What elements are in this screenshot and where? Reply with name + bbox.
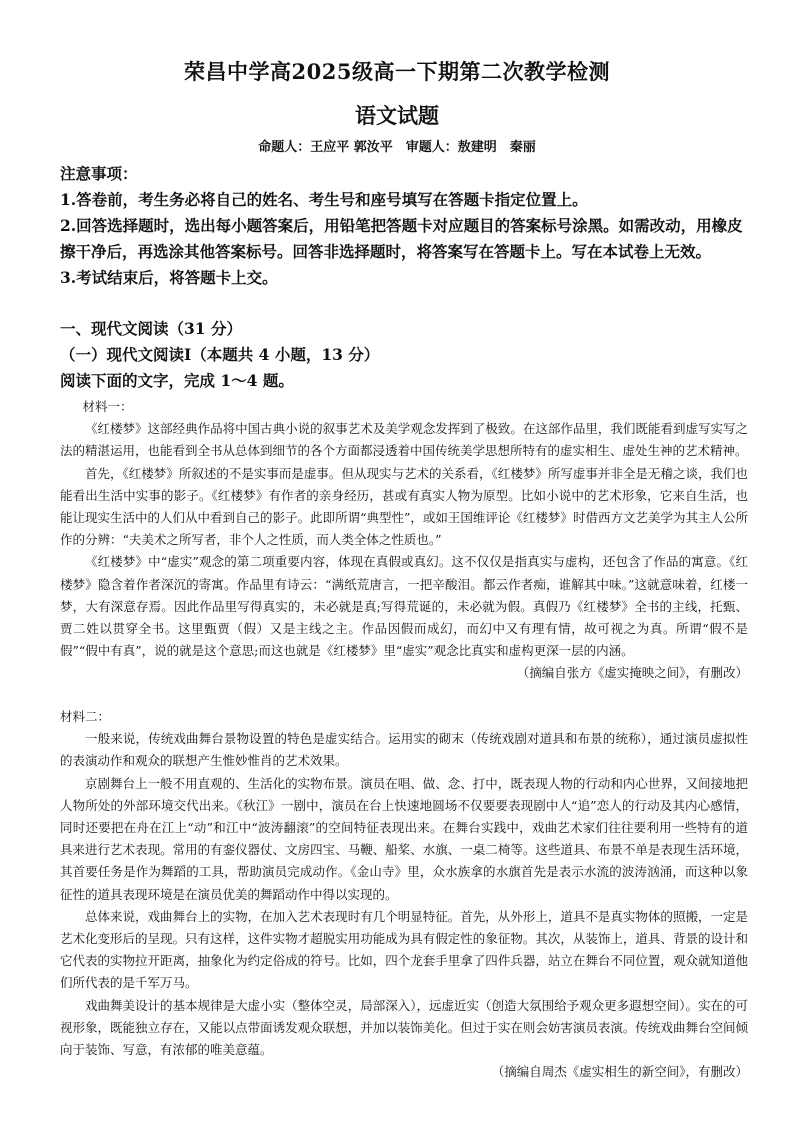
material-one bbox=[60, 396, 748, 685]
paragraph: 《红楼梦》这部经典作品将中国古典小说的叙事艺术及美学观念发挥到了极致。在这部作品里，我们既能看到虚写实写之法的精湛运用，也能看到全书从总体到细节的各个方面都浸透着中国传统美学思想所特有的虚实相生、虚处生神的艺术精神。 bbox=[60, 421, 748, 459]
exam-authors: 命题人：王应平 郭汝平 审题人：敖建明 秦丽 bbox=[258, 140, 536, 155]
paragraph: 一般来说，传统戏曲舞台景物设置的特色是虚实结合。运用实的砌末（传统戏剧对道具和布景的统称），通过演员虚拟性的表演动作和观众的联想产生惟妙惟肖的艺术效果。 bbox=[60, 731, 748, 769]
paragraph: 首先，《红楼梦》所叙述的不是实事而是虚事。但从现实与艺术的关系看，《红楼梦》所写虚事并非全是无稽之谈，我们也能看出生活中实事的影子。《红楼梦》有作者的亲身经历，甚或有真实人物为原型。比如小说中的艺术形象，它来自生活，也能让现实生活中的人们从中看到自己的影子。此即所谓“典型性”，或如王国维评论《红楼梦》时借西方文艺美学为其主人公所作的分辨：“夫美术之所写者，非个人之性质，而人类全体之性质也。” bbox=[60, 465, 748, 548]
notice-item: 3.考试结束后，将答题卡上交。 bbox=[60, 268, 278, 287]
sub-section-title: （一）现代文阅读Ⅰ（本题共 4 小题，13 分） bbox=[60, 345, 380, 364]
notice-heading: 注意事项： bbox=[60, 164, 138, 183]
source-citation: （摘编自张方《虚实掩映之间》，有删改） bbox=[516, 665, 748, 681]
reading-instruction: 阅读下面的文字，完成 1～4 题。 bbox=[60, 371, 294, 390]
exam-subtitle: 语文试题 bbox=[355, 103, 439, 128]
notice-item: 2.回答选择题时，选出每小题答案后，用铅笔把答题卡对应题目的答案标号涂黑。如需改动，用橡皮擦干净后，再选涂其他答案标号。回答非选择题时，将答案写在答题卡上。写在本试卷上无效。 bbox=[60, 216, 743, 261]
material-label: 材料二： bbox=[60, 709, 111, 724]
part-title: 一、现代文阅读（31 分） bbox=[60, 319, 242, 338]
paragraph: 戏曲舞美设计的基本规律是大虚小实（整体空灵，局部深入），远虚近实（创造大氛围给予观众更多遐想空间）。实在的可视形象，既能独立存在，又能以点带面诱发观众联想，并加以装饰美化。但过于实在则会妨害演员表演。传统戏曲舞台空间倾向于装饰、写意，有浓郁的唯美意蕴。 bbox=[60, 997, 748, 1058]
notice-item: 1.答卷前，考生务必将自己的姓名、考生号和座号填写在答题卡指定位置上。 bbox=[60, 190, 588, 209]
source-citation: （摘编自周杰《虚实相生的新空间》，有删改） bbox=[491, 1064, 748, 1080]
paragraph: 总体来说，戏曲舞台上的实物，在加入艺术表现时有几个明显特征。首先，从外形上，道具不是真实物体的照搬，一定是艺术化变形后的呈现。只有这样，这件实物才超脱实用功能成为具有假定性的象征物。其次，从装饰上，道具、背景的设计和它代表的实物拉开距离，抽象化为约定俗成的符号。比如，四个龙套手里拿了四件兵器，站立在舞台不同位置，观众就知道他们所代表的是千军万马。 bbox=[60, 908, 748, 991]
exam-title: 荣昌中学高2025级高一下期第二次教学检测 bbox=[184, 59, 610, 84]
notice-section bbox=[60, 161, 750, 291]
material-two bbox=[60, 706, 748, 1083]
paragraph: 京剧舞台上一般不用直观的、生活化的实物布景。演员在唱、做、念、打中，既表现人物的行动和内心世界，又间接地把人物所处的外部环境交代出来。《秋江》一剧中，演员在台上快速地圆场不仅要要表现剧中人“追”恋人的行动及其内心感情，同时还要把在舟在江上“动”和江中“波涛翻滚”的空间特征表现出来。在舞台实践中，戏曲艺术家们往往要利用一些特有的道具来进行艺术表现。常用的有銮仪器仗、文房四宝、马鞭、船桨、水旗、一桌二椅等。这些道具、布景不单是表现生活环境，其首要任务是作为舞蹈的工具，帮助演员完成动作。《金山寺》里，众水族拿的水旗首先是表示水流的波涛汹涌，而这种以象征性的道具表现环境是在演员优美的舞蹈动作中得以实现的。 bbox=[60, 775, 748, 902]
material-label: 材料一： bbox=[82, 399, 133, 414]
paragraph: 《红楼梦》中“虚实”观念的第二项重要内容，体现在真假或真幻。这不仅仅是指真实与虚构，还包含了作品的寓意。《红楼梦》隐含着作者深沉的寄寓。作品里有诗云：“满纸荒唐言，一把辛酸泪。都云作者痴，谁解其中味。”这就意味着，红楼一梦，大有深意存焉。因此作品里写得真实的，未必就是真;写得荒诞的，未必就为假。真假乃《红楼梦》全书的主线，托甄、贾二姓以贯穿全书。这里甄贾（假）又是主线之主。作品因假而成幻，而幻中又有理有情，故可视之为真。所谓“假不是假”“假中有真”，说的就是这个意思;而这也就是《红楼梦》里“虚实”观念比真实和虚构更深一层的内涵。 bbox=[60, 554, 748, 659]
